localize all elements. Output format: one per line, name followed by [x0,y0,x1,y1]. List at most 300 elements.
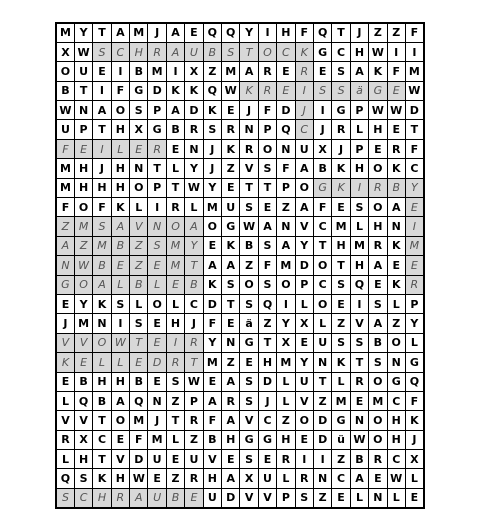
grid-cell[interactable]: X [295,314,313,333]
grid-cell[interactable]: A [203,391,221,410]
grid-cell[interactable]: E [148,469,166,488]
grid-cell[interactable]: A [166,101,184,120]
grid-cell[interactable]: E [369,275,387,294]
grid-cell[interactable]: I [295,450,313,469]
grid-cell[interactable]: V [56,333,74,352]
grid-cell[interactable]: Y [185,236,203,255]
grid-cell[interactable]: I [93,139,111,158]
grid-cell[interactable]: H [350,159,368,178]
grid-cell[interactable]: B [130,372,148,391]
grid-cell[interactable]: N [313,469,331,488]
grid-cell[interactable]: M [74,217,92,236]
grid-cell[interactable]: Q [130,391,148,410]
grid-cell[interactable]: E [369,469,387,488]
grid-cell[interactable]: E [387,256,405,275]
grid-cell[interactable]: O [258,42,276,61]
grid-cell[interactable]: M [222,62,240,81]
grid-cell[interactable]: E [277,81,295,100]
grid-cell[interactable]: B [166,120,184,139]
grid-cell[interactable]: E [148,372,166,391]
grid-cell[interactable]: Y [203,333,221,352]
grid-cell[interactable]: O [369,159,387,178]
grid-cell[interactable]: F [258,101,276,120]
grid-cell[interactable]: K [166,81,184,100]
grid-cell[interactable]: S [313,81,331,100]
grid-cell[interactable]: G [313,178,331,197]
grid-cell[interactable]: U [295,372,313,391]
grid-cell[interactable]: B [166,488,184,507]
grid-cell[interactable]: D [130,450,148,469]
grid-cell[interactable]: E [130,353,148,372]
grid-cell[interactable]: S [93,217,111,236]
grid-cell[interactable]: N [387,353,405,372]
grid-cell[interactable]: H [74,178,92,197]
grid-cell[interactable]: Z [222,353,240,372]
grid-cell[interactable]: R [56,430,74,449]
grid-cell[interactable]: U [56,120,74,139]
grid-cell[interactable]: C [387,391,405,410]
grid-cell[interactable]: V [258,488,276,507]
grid-cell[interactable]: Z [130,256,148,275]
grid-cell[interactable]: B [74,372,92,391]
grid-cell[interactable]: E [258,450,276,469]
grid-cell[interactable]: I [313,101,331,120]
grid-cell[interactable]: M [369,391,387,410]
grid-cell[interactable]: R [185,469,203,488]
grid-cell[interactable]: P [277,178,295,197]
grid-cell[interactable]: S [222,42,240,61]
grid-cell[interactable]: A [240,62,258,81]
grid-cell[interactable]: S [258,236,276,255]
grid-cell[interactable]: C [185,294,203,313]
grid-cell[interactable]: H [111,120,129,139]
grid-cell[interactable]: R [295,469,313,488]
grid-cell[interactable]: C [277,42,295,61]
grid-cell[interactable]: O [258,139,276,158]
grid-cell[interactable]: I [277,294,295,313]
grid-cell[interactable]: H [369,217,387,236]
grid-cell[interactable]: N [130,159,148,178]
grid-cell[interactable]: R [166,198,184,217]
grid-cell[interactable]: T [258,333,276,352]
grid-cell[interactable]: ü [332,430,350,449]
grid-cell[interactable]: A [295,198,313,217]
grid-cell[interactable]: S [240,294,258,313]
grid-cell[interactable]: F [258,256,276,275]
grid-cell[interactable]: D [222,488,240,507]
grid-cell[interactable]: K [111,198,129,217]
grid-cell[interactable]: E [222,178,240,197]
grid-cell[interactable]: E [295,430,313,449]
grid-cell[interactable]: E [240,353,258,372]
grid-cell[interactable]: P [277,488,295,507]
grid-cell[interactable]: P [350,101,368,120]
grid-cell[interactable]: F [277,159,295,178]
grid-cell[interactable]: P [74,120,92,139]
grid-cell[interactable]: G [148,120,166,139]
grid-cell[interactable]: T [148,159,166,178]
grid-cell[interactable]: T [222,294,240,313]
grid-cell[interactable]: P [258,120,276,139]
grid-cell[interactable]: I [405,42,423,61]
grid-cell[interactable]: X [130,120,148,139]
grid-cell[interactable]: E [222,450,240,469]
grid-cell[interactable]: M [130,23,148,42]
grid-cell[interactable]: H [166,314,184,333]
grid-cell[interactable]: V [203,450,221,469]
grid-cell[interactable]: L [277,469,295,488]
grid-cell[interactable]: I [258,23,276,42]
grid-cell[interactable]: R [111,488,129,507]
grid-cell[interactable]: R [148,42,166,61]
grid-cell[interactable]: R [148,139,166,158]
grid-cell[interactable]: V [295,217,313,236]
grid-cell[interactable]: I [166,62,184,81]
grid-cell[interactable]: B [387,178,405,197]
grid-cell[interactable]: R [185,120,203,139]
grid-cell[interactable]: H [111,372,129,391]
grid-cell[interactable]: U [313,333,331,352]
grid-cell[interactable]: V [74,333,92,352]
grid-cell[interactable]: I [111,314,129,333]
grid-cell[interactable]: O [130,178,148,197]
grid-cell[interactable]: H [111,159,129,178]
grid-cell[interactable]: R [369,178,387,197]
grid-cell[interactable]: D [313,411,331,430]
grid-cell[interactable]: I [350,178,368,197]
grid-cell[interactable]: S [295,488,313,507]
grid-cell[interactable]: Y [185,159,203,178]
grid-cell[interactable]: O [313,256,331,275]
grid-cell[interactable]: W [185,178,203,197]
grid-cell[interactable]: E [130,139,148,158]
grid-cell[interactable]: H [74,450,92,469]
grid-cell[interactable]: U [74,62,92,81]
grid-cell[interactable]: ä [240,314,258,333]
grid-cell[interactable]: F [313,198,331,217]
grid-cell[interactable]: W [369,101,387,120]
grid-cell[interactable]: M [332,217,350,236]
grid-cell[interactable]: K [387,159,405,178]
grid-cell[interactable]: Q [405,372,423,391]
grid-cell[interactable]: G [222,217,240,236]
grid-cell[interactable]: D [277,101,295,120]
grid-cell[interactable]: T [93,450,111,469]
grid-cell[interactable]: J [313,120,331,139]
grid-cell[interactable]: E [332,488,350,507]
grid-cell[interactable]: V [295,391,313,410]
grid-cell[interactable]: Z [74,236,92,255]
grid-cell[interactable]: E [56,294,74,313]
grid-cell[interactable]: A [111,23,129,42]
grid-cell[interactable]: B [240,236,258,255]
grid-cell[interactable]: A [56,236,74,255]
grid-cell[interactable]: L [405,469,423,488]
grid-cell[interactable]: P [405,294,423,313]
grid-cell[interactable]: J [148,23,166,42]
grid-cell[interactable]: H [130,42,148,61]
grid-cell[interactable]: J [350,23,368,42]
grid-cell[interactable]: K [185,81,203,100]
grid-cell[interactable]: P [295,275,313,294]
grid-cell[interactable]: Z [277,411,295,430]
grid-cell[interactable]: W [350,430,368,449]
grid-cell[interactable]: O [369,430,387,449]
grid-cell[interactable]: L [111,139,129,158]
grid-cell[interactable]: Z [203,62,221,81]
grid-cell[interactable]: N [313,353,331,372]
grid-cell[interactable]: A [203,256,221,275]
grid-cell[interactable]: U [203,488,221,507]
grid-cell[interactable]: U [185,42,203,61]
grid-cell[interactable]: G [130,81,148,100]
grid-cell[interactable]: W [222,81,240,100]
grid-cell[interactable]: B [350,450,368,469]
grid-cell[interactable]: L [93,353,111,372]
grid-cell[interactable]: H [387,411,405,430]
grid-cell[interactable]: E [111,256,129,275]
grid-cell[interactable]: Y [405,178,423,197]
grid-cell[interactable]: A [350,469,368,488]
grid-cell[interactable]: O [166,217,184,236]
grid-cell[interactable]: H [93,178,111,197]
grid-cell[interactable]: Q [56,469,74,488]
grid-cell[interactable]: B [111,236,129,255]
grid-cell[interactable]: F [203,411,221,430]
grid-cell[interactable]: W [240,217,258,236]
grid-cell[interactable]: O [74,275,92,294]
grid-cell[interactable]: M [74,314,92,333]
grid-cell[interactable]: J [332,139,350,158]
grid-cell[interactable]: B [313,159,331,178]
grid-cell[interactable]: O [148,294,166,313]
grid-cell[interactable]: B [56,81,74,100]
grid-cell[interactable]: D [295,256,313,275]
grid-cell[interactable]: U [185,450,203,469]
grid-cell[interactable]: H [332,236,350,255]
grid-cell[interactable]: H [277,23,295,42]
grid-cell[interactable]: D [203,294,221,313]
grid-cell[interactable]: E [185,23,203,42]
grid-cell[interactable]: J [405,430,423,449]
grid-cell[interactable]: L [166,159,184,178]
grid-cell[interactable]: U [258,469,276,488]
grid-cell[interactable]: R [277,450,295,469]
grid-cell[interactable]: C [313,275,331,294]
grid-cell[interactable]: X [56,42,74,61]
grid-cell[interactable]: R [185,411,203,430]
grid-cell[interactable]: C [93,430,111,449]
grid-cell[interactable]: A [93,101,111,120]
grid-cell[interactable]: T [130,333,148,352]
grid-cell[interactable]: A [369,256,387,275]
grid-cell[interactable]: E [148,256,166,275]
grid-cell[interactable]: C [295,120,313,139]
grid-cell[interactable]: K [203,275,221,294]
grid-cell[interactable]: Q [74,391,92,410]
grid-cell[interactable]: M [203,198,221,217]
grid-cell[interactable]: A [277,236,295,255]
grid-cell[interactable]: E [332,198,350,217]
grid-cell[interactable]: E [387,120,405,139]
grid-cell[interactable]: Z [56,217,74,236]
grid-cell[interactable]: C [313,217,331,236]
grid-cell[interactable]: I [295,81,313,100]
grid-cell[interactable]: G [258,430,276,449]
grid-cell[interactable]: C [332,42,350,61]
grid-cell[interactable]: H [350,256,368,275]
grid-cell[interactable]: Z [313,391,331,410]
grid-cell[interactable]: M [56,159,74,178]
grid-cell[interactable]: X [277,333,295,352]
grid-cell[interactable]: M [130,411,148,430]
grid-cell[interactable]: L [405,333,423,352]
grid-cell[interactable]: V [130,217,148,236]
grid-cell[interactable]: D [148,81,166,100]
grid-cell[interactable]: I [313,450,331,469]
grid-cell[interactable]: A [350,62,368,81]
grid-cell[interactable]: F [405,391,423,410]
grid-cell[interactable]: K [332,159,350,178]
grid-cell[interactable]: G [332,411,350,430]
grid-cell[interactable]: E [203,236,221,255]
grid-cell[interactable]: K [332,353,350,372]
grid-cell[interactable]: T [405,120,423,139]
grid-cell[interactable]: Z [258,314,276,333]
grid-cell[interactable]: N [387,217,405,236]
grid-cell[interactable]: R [240,139,258,158]
grid-cell[interactable]: W [74,256,92,275]
grid-cell[interactable]: D [185,101,203,120]
grid-cell[interactable]: S [74,469,92,488]
grid-cell[interactable]: Y [240,23,258,42]
grid-cell[interactable]: H [111,469,129,488]
grid-cell[interactable]: O [387,333,405,352]
grid-cell[interactable]: A [222,411,240,430]
grid-cell[interactable]: Y [203,178,221,197]
grid-cell[interactable]: U [148,488,166,507]
grid-cell[interactable]: F [130,430,148,449]
grid-cell[interactable]: Z [166,391,184,410]
grid-cell[interactable]: Z [332,314,350,333]
grid-cell[interactable]: S [111,294,129,313]
grid-cell[interactable]: R [185,333,203,352]
grid-cell[interactable]: B [203,430,221,449]
grid-cell[interactable]: Q [203,23,221,42]
grid-cell[interactable]: E [405,488,423,507]
grid-cell[interactable]: D [258,372,276,391]
grid-cell[interactable]: T [185,256,203,275]
grid-cell[interactable]: A [111,391,129,410]
grid-cell[interactable]: F [405,23,423,42]
grid-cell[interactable]: M [166,256,184,275]
grid-cell[interactable]: Z [332,450,350,469]
grid-cell[interactable]: W [111,333,129,352]
grid-cell[interactable]: T [166,178,184,197]
grid-cell[interactable]: J [185,314,203,333]
grid-cell[interactable]: I [166,333,184,352]
grid-cell[interactable]: A [111,217,129,236]
grid-cell[interactable]: S [240,198,258,217]
grid-cell[interactable]: Q [277,120,295,139]
grid-cell[interactable]: A [258,217,276,236]
grid-cell[interactable]: T [166,411,184,430]
grid-cell[interactable]: R [222,120,240,139]
grid-cell[interactable]: Y [74,23,92,42]
grid-cell[interactable]: S [222,275,240,294]
grid-cell[interactable]: L [332,372,350,391]
grid-cell[interactable]: K [405,411,423,430]
grid-cell[interactable]: Z [185,430,203,449]
grid-cell[interactable]: O [369,411,387,430]
grid-cell[interactable]: M [405,236,423,255]
grid-cell[interactable]: L [148,275,166,294]
grid-cell[interactable]: A [130,488,148,507]
grid-cell[interactable]: H [369,120,387,139]
grid-cell[interactable]: T [313,372,331,391]
grid-cell[interactable]: V [350,314,368,333]
grid-cell[interactable]: D [148,353,166,372]
grid-cell[interactable]: F [387,62,405,81]
grid-cell[interactable]: F [56,139,74,158]
grid-cell[interactable]: E [148,314,166,333]
grid-cell[interactable]: P [148,178,166,197]
grid-cell[interactable]: O [240,275,258,294]
grid-cell[interactable]: N [240,120,258,139]
grid-cell[interactable]: S [203,120,221,139]
grid-cell[interactable]: M [405,62,423,81]
grid-cell[interactable]: R [332,120,350,139]
grid-cell[interactable]: Z [387,314,405,333]
grid-cell[interactable]: E [222,314,240,333]
grid-cell[interactable]: M [277,256,295,275]
grid-cell[interactable]: A [295,159,313,178]
grid-cell[interactable]: L [56,450,74,469]
grid-cell[interactable]: R [295,62,313,81]
grid-cell[interactable]: V [240,159,258,178]
grid-cell[interactable]: I [148,198,166,217]
grid-cell[interactable]: L [111,275,129,294]
grid-cell[interactable]: R [387,139,405,158]
grid-cell[interactable]: F [93,198,111,217]
grid-cell[interactable]: O [277,275,295,294]
grid-cell[interactable]: T [93,120,111,139]
grid-cell[interactable]: K [240,81,258,100]
grid-cell[interactable]: O [295,178,313,197]
grid-cell[interactable]: V [111,450,129,469]
grid-cell[interactable]: O [313,294,331,313]
grid-cell[interactable]: J [203,139,221,158]
grid-cell[interactable]: C [405,159,423,178]
grid-cell[interactable]: E [74,353,92,372]
grid-cell[interactable]: C [258,411,276,430]
grid-cell[interactable]: Z [130,236,148,255]
grid-cell[interactable]: O [56,62,74,81]
grid-cell[interactable]: A [387,198,405,217]
grid-cell[interactable]: F [295,23,313,42]
grid-cell[interactable]: N [222,333,240,352]
grid-cell[interactable]: E [166,139,184,158]
grid-cell[interactable]: K [222,236,240,255]
grid-cell[interactable]: F [203,314,221,333]
grid-cell[interactable]: L [130,294,148,313]
grid-cell[interactable]: O [369,372,387,391]
grid-cell[interactable]: C [74,488,92,507]
grid-cell[interactable]: K [369,62,387,81]
grid-cell[interactable]: F [56,198,74,217]
grid-cell[interactable]: M [148,62,166,81]
grid-cell[interactable]: N [277,139,295,158]
